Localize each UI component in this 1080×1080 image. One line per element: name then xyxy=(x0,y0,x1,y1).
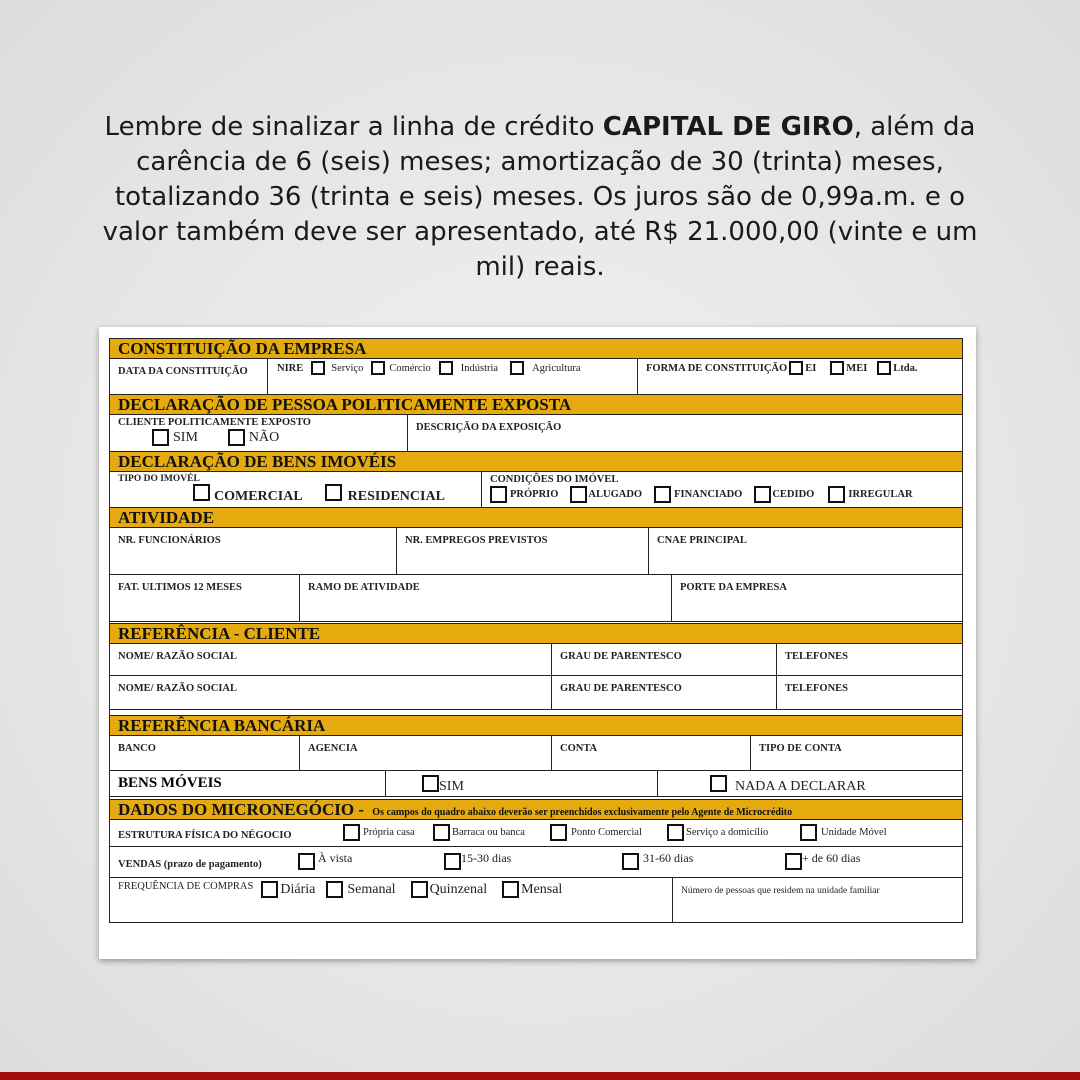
conta-label: CONTA xyxy=(560,743,598,754)
vendas-label: VENDAS (prazo de pagamento) xyxy=(118,859,262,870)
residencial-label: RESIDENCIAL xyxy=(347,488,445,504)
section-ref-bancaria-header: REFERÊNCIA BANCÁRIA xyxy=(110,715,962,736)
funcionarios-label: NR. FUNCIONÁRIOS xyxy=(118,535,221,546)
banco-field[interactable] xyxy=(110,736,300,770)
mei-label: MEI xyxy=(846,362,868,374)
pep-nao-label: NÃO xyxy=(248,429,280,445)
bens-moveis-sim-label: SIM xyxy=(439,779,464,794)
ref2-nome-field[interactable] xyxy=(110,676,552,709)
cliente-pep-field xyxy=(110,415,408,451)
bens-moveis-nada-cell xyxy=(658,771,962,796)
comercial-label: COMERCIAL xyxy=(214,488,303,504)
forma-constituicao-label: FORMA DE CONSTITUIÇÃO xyxy=(646,362,788,374)
comercio-label: Comércio xyxy=(389,362,431,374)
semanal-checkbox[interactable] xyxy=(326,881,343,898)
faturamento-label: FAT. ULTIMOS 12 MESES xyxy=(118,582,242,593)
agencia-label: AGENCIA xyxy=(308,743,358,754)
industria-checkbox[interactable] xyxy=(439,361,453,375)
residencial-checkbox[interactable] xyxy=(325,484,342,501)
ref2-grau-field[interactable] xyxy=(552,676,777,709)
ramo-atividade-label: RAMO DE ATIVIDADE xyxy=(308,582,420,593)
domicilio-checkbox[interactable] xyxy=(667,824,684,841)
estrutura-fisica-label: ESTRUTURA FÍSICA DO NÉGOCIO xyxy=(118,830,292,841)
funcionarios-field[interactable] xyxy=(110,528,397,574)
comercio-checkbox[interactable] xyxy=(371,361,385,375)
d60-label: + de 60 dias xyxy=(802,851,861,865)
d15-label: 15-30 dias xyxy=(461,851,512,865)
cedido-label: CEDIDO xyxy=(772,489,815,500)
bens-moveis-nada-label: NADA A DECLARAR xyxy=(735,779,866,794)
cedido-checkbox[interactable] xyxy=(754,486,771,503)
frequencia-compras-label: FREQUÊNCIA DE COMPRAS xyxy=(118,881,254,892)
forma-constituicao-field xyxy=(638,359,962,394)
bens-moveis-label: BENS MÓVEIS xyxy=(118,775,222,791)
instructions-part1: Lembre de sinalizar a linha de crédito xyxy=(104,112,603,142)
financiado-checkbox[interactable] xyxy=(654,486,671,503)
tipo-conta-field[interactable] xyxy=(751,736,962,770)
ltda-label: Ltda. xyxy=(893,362,918,374)
ref2-nome-label: NOME/ RAZÃO SOCIAL xyxy=(118,683,238,694)
irregular-label: IRREGULAR xyxy=(848,489,913,500)
ref1-grau-label: GRAU DE PARENTESCO xyxy=(560,651,682,662)
pep-sim-label: SIM xyxy=(173,429,198,445)
vendas-row xyxy=(110,847,962,877)
section-micronegocio-header xyxy=(110,799,962,820)
bottom-accent-bar xyxy=(0,1072,1080,1080)
pessoas-residem-field[interactable] xyxy=(673,878,962,922)
avista-checkbox[interactable] xyxy=(298,853,315,870)
data-constituicao-field[interactable] xyxy=(110,359,268,394)
ref1-telefones-field[interactable] xyxy=(777,644,962,675)
banco-label: BANCO xyxy=(118,743,156,754)
ramo-atividade-field[interactable] xyxy=(300,575,672,621)
barraca-checkbox[interactable] xyxy=(433,824,450,841)
d60-checkbox[interactable] xyxy=(785,853,802,870)
ltda-checkbox[interactable] xyxy=(877,361,891,375)
porte-empresa-label: PORTE DA EMPRESA xyxy=(680,582,787,593)
industria-label: Indústria xyxy=(460,362,499,374)
bens-moveis-sim-checkbox[interactable] xyxy=(422,775,439,792)
barraca-label: Barraca ou banca xyxy=(452,827,525,838)
proprio-label: PRÓPRIO xyxy=(510,489,559,500)
ref1-grau-field[interactable] xyxy=(552,644,777,675)
quinzenal-checkbox[interactable] xyxy=(411,881,428,898)
nire-label: NIRE xyxy=(277,362,304,374)
ref1-nome-field[interactable] xyxy=(110,644,552,675)
agencia-field[interactable] xyxy=(300,736,552,770)
ref1-nome-label: NOME/ RAZÃO SOCIAL xyxy=(118,651,238,662)
bens-moveis-sim-cell xyxy=(386,771,658,796)
ponto-comercial-label: Ponto Comercial xyxy=(571,827,642,838)
data-constituicao-label: DATA DA CONSTITUIÇÃO xyxy=(118,366,248,377)
financiado-label: FINANCIADO xyxy=(674,489,743,500)
cnae-field[interactable] xyxy=(649,528,962,574)
avista-label: À vista xyxy=(318,851,353,865)
condicoes-imovel-label: CONDIÇÕES DO IMÓVEL xyxy=(490,474,619,485)
mensal-label: Mensal xyxy=(521,881,563,897)
estrutura-fisica-row xyxy=(110,820,962,846)
propria-casa-checkbox[interactable] xyxy=(343,824,360,841)
section-imoveis-header: DECLARAÇÃO DE BENS IMOVÉIS xyxy=(110,451,962,472)
ref2-grau-label: GRAU DE PARENTESCO xyxy=(560,683,682,694)
servico-label: Serviço xyxy=(331,362,364,374)
agricultura-label: Agricultura xyxy=(532,362,581,374)
ref2-telefones-label: TELEFONES xyxy=(785,683,849,694)
propria-casa-label: Própria casa xyxy=(363,827,415,838)
semanal-label: Semanal xyxy=(347,881,396,897)
mensal-checkbox[interactable] xyxy=(502,881,519,898)
condicoes-imovel-field xyxy=(482,472,962,507)
ei-label: EI xyxy=(805,362,817,374)
section-constituicao-header: CONSTITUIÇÃO DA EMPRESA xyxy=(110,338,962,359)
section-atividade-header: ATIVIDADE xyxy=(110,507,962,528)
empregos-previstos-field[interactable] xyxy=(397,528,649,574)
faturamento-field[interactable] xyxy=(110,575,300,621)
comercial-checkbox[interactable] xyxy=(193,484,210,501)
quinzenal-label: Quinzenal xyxy=(429,881,488,897)
empregos-previstos-label: NR. EMPREGOS PREVISTOS xyxy=(405,535,548,546)
alugado-checkbox[interactable] xyxy=(570,486,587,503)
cnae-label: CNAE PRINCIPAL xyxy=(657,535,747,546)
nire-field[interactable] xyxy=(268,359,638,394)
conta-field[interactable] xyxy=(552,736,751,770)
cliente-pep-label: CLIENTE POLITICAMENTE EXPOSTO xyxy=(118,417,311,428)
tipo-imovel-label: TIPO DO IMOVÉL xyxy=(118,474,200,484)
diaria-checkbox[interactable] xyxy=(261,881,278,898)
pep-nao-checkbox[interactable] xyxy=(228,429,245,446)
irregular-checkbox[interactable] xyxy=(828,486,845,503)
micronegocio-note: Os campos do quadro abaixo deverão ser preenchidos exclusivamente pelo Agente de Microcrédito xyxy=(372,807,793,818)
form-sheet xyxy=(99,327,976,959)
descricao-exposicao-label: DESCRIÇÃO DA EXPOSIÇÃO xyxy=(416,422,562,433)
proprio-checkbox[interactable] xyxy=(490,486,507,503)
d31-checkbox[interactable] xyxy=(622,853,639,870)
servico-checkbox[interactable] xyxy=(311,361,325,375)
ref2-telefones-field[interactable] xyxy=(777,676,962,709)
ref1-telefones-label: TELEFONES xyxy=(785,651,849,662)
pessoas-residem-label: Número de pessoas que residem na unidade familiar xyxy=(681,886,880,896)
section-ref-cliente-header: REFERÊNCIA - CLIENTE xyxy=(110,623,962,644)
ei-checkbox[interactable] xyxy=(789,361,803,375)
descricao-exposicao-field[interactable] xyxy=(408,415,962,451)
unidade-movel-label: Unidade Móvel xyxy=(821,827,887,838)
d15-checkbox[interactable] xyxy=(444,853,461,870)
mei-checkbox[interactable] xyxy=(830,361,844,375)
agricultura-checkbox[interactable] xyxy=(510,361,524,375)
instructions-highlight: CAPITAL DE GIRO xyxy=(602,112,854,142)
tipo-imovel-field xyxy=(110,472,482,507)
d31-label: 31-60 dias xyxy=(643,851,694,865)
porte-empresa-field[interactable] xyxy=(672,575,962,621)
unidade-movel-checkbox[interactable] xyxy=(800,824,817,841)
tipo-conta-label: TIPO DE CONTA xyxy=(759,743,842,754)
credit-form xyxy=(109,338,963,923)
section-pep-header: DECLARAÇÃO DE PESSOA POLITICAMENTE EXPOSTA xyxy=(110,394,962,415)
micronegocio-title: DADOS DO MICRONEGÓCIO - xyxy=(118,800,365,819)
ponto-comercial-checkbox[interactable] xyxy=(550,824,567,841)
frequencia-compras-cell xyxy=(110,878,673,922)
instructions-part2: , além da carência de 6 (seis) meses; amortização de 30 (trinta) meses, totalizando 36 (trinta e seis) meses. Os juros são de 0,99a.m. e o valor também deve ser apresentado, até R$ 21.000,00 (vinte e um mil) reais. xyxy=(102,112,978,282)
bens-moveis-nada-checkbox[interactable] xyxy=(710,775,727,792)
domicilio-label: Serviço a domicílio xyxy=(686,827,769,838)
bens-moveis-label-cell xyxy=(110,771,386,796)
pep-sim-checkbox[interactable] xyxy=(152,429,169,446)
instructions-text xyxy=(100,110,980,285)
alugado-label: ALUGADO xyxy=(588,489,643,500)
diaria-label: Diária xyxy=(280,881,316,897)
